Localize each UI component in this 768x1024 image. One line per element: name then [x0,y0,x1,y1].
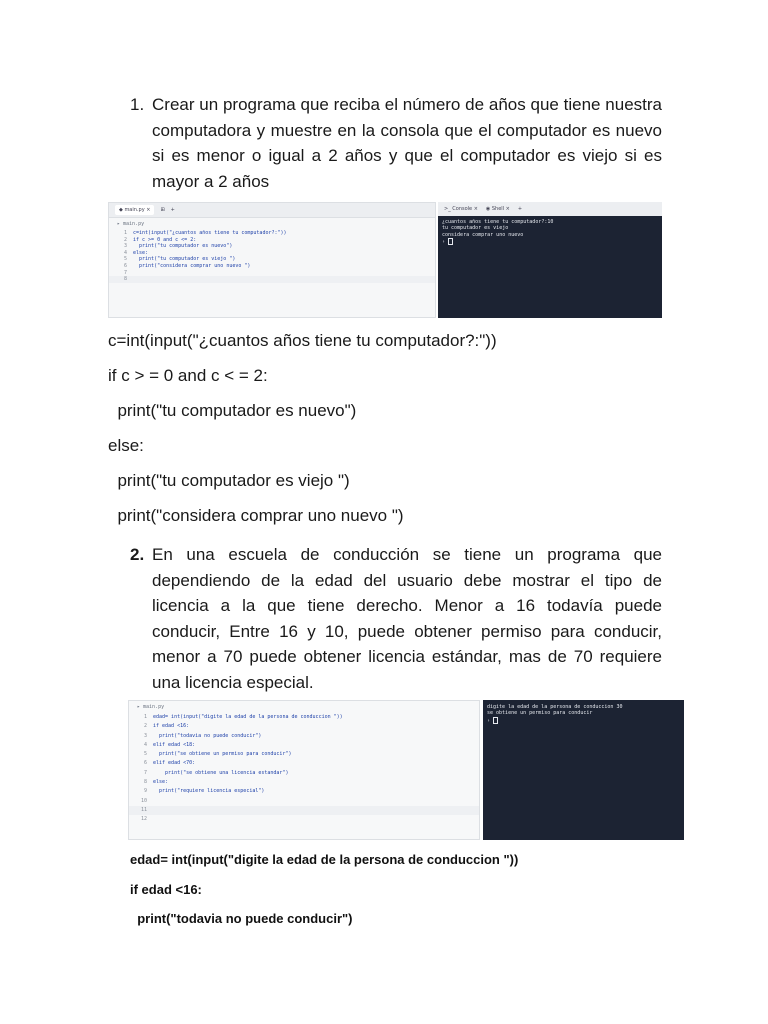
console-output-2: digite la edad de la persona de conduccion 30 se obtiene un permiso para conducir › [487,704,623,724]
editor-panel [108,202,436,318]
code-line [109,270,435,277]
code1-line-6: print("considera comprar uno nuevo ") [108,506,404,525]
code-line [109,237,435,244]
line-code: print("tu computador es viejo ") [133,256,236,263]
code1-line-2: if c > = 0 and c < = 2: [108,366,268,385]
code-line [129,750,479,759]
line-number: 3 [123,243,127,250]
question-2-text: En una escuela de conducción se tiene un programa que dependiendo de la edad del usuario debe mostrar el tipo de licencia a la que tiene derecho. Menor a 16 todavía puede conducir, Entre 16 y 10, puede obtener permiso para conducir, menor a 70 puede obtener licencia estándar, mas de 70 requiere una licencia especial. [152,545,662,692]
line-number: 8 [123,276,127,283]
code-line [129,787,479,796]
editor-tabs [109,203,435,218]
question-1-text: Crear un programa que reciba el número de años que tiene nuestra computadora y muestre en la consola que el computador es nuevo si es menor o igual a 2 años y que el computador es viejo si es mayor a 2 años [152,95,662,191]
line-number: 6 [123,262,127,269]
console-tabs [438,202,662,216]
code-line [129,759,479,768]
line-code: print("se obtiene un permiso para conducir") [153,751,292,758]
line-number: 2 [143,723,147,730]
add-console-tab-icon[interactable]: + [517,206,523,212]
prompt-icon: › [442,239,446,246]
breadcrumb: ▸ main.py [117,221,145,227]
code-line [129,806,479,815]
code1-line-4: else: [108,436,144,455]
code-line [129,778,479,787]
code1-line-1: c=int(input("¿cuantos años tiene tu computador?:")) [108,331,497,350]
code2-line-2: if edad <16: [130,882,202,897]
line-code: else: [133,249,149,256]
code2-line-3: print("todavia no puede conducir") [130,911,353,926]
line-code: if edad <16: [153,723,190,730]
editor-tab-extra[interactable]: ⊞ [160,207,165,213]
question-2-number: 2. [130,545,145,564]
screenshot-2 [128,700,684,840]
code-lines-2 [129,713,479,825]
code1-line-3: print("tu computador es nuevo") [108,401,357,420]
line-number: 11 [140,806,147,813]
line-number: 7 [123,269,127,276]
line-code: if c >= 0 and c <= 2: [133,236,197,243]
code-line [129,815,479,824]
line-number: 1 [123,230,127,236]
code-line [129,741,479,750]
console-panel [438,202,662,318]
line-number: 4 [123,249,127,256]
code-line [129,713,479,722]
editor-panel-2 [128,700,480,840]
editor-tab-main[interactable]: ◆ main.py × [115,205,154,215]
cursor-icon-2 [493,717,498,724]
shell-tab[interactable]: ◉ Shell × [485,206,510,212]
question-1-number: 1. [130,95,145,114]
code-line [109,256,435,263]
line-code: else: [153,779,169,786]
line-number: 10 [140,797,147,804]
line-code: c=int(input("¿cuantos años tiene tu computador?:")) [133,230,287,236]
line-code: print("todavia no puede conducir") [153,732,262,739]
code1-line-5: print("tu computador es viejo ") [108,471,350,490]
code-line [109,276,435,283]
line-number: 2 [123,236,127,243]
question-2 [130,542,662,695]
code-line [129,769,479,778]
prompt-icon-2: › [487,717,491,724]
code-line [129,732,479,741]
add-tab-icon[interactable]: + [170,207,175,213]
line-number: 7 [143,769,147,776]
code-lines [109,230,435,283]
code-line [109,263,435,270]
line-code: print("tu computador es nuevo") [133,243,233,250]
code-line [109,243,435,250]
line-number: 5 [123,256,127,263]
code-line [129,797,479,806]
line-code: print("requiere licencia especial") [153,788,265,795]
question-1 [130,92,662,194]
console-panel-2 [483,700,684,840]
code-line [129,722,479,731]
line-number: 3 [143,732,147,739]
code-line [109,230,435,237]
code2-line-1: edad= int(input("digite la edad de la persona de conduccion ")) [130,852,519,867]
console-output: ¿cuantos años tiene tu computador?:10 tu computador es viejo considera comprar uno nuevo › [442,219,554,246]
line-code: edad= int(input("digite la edad de la persona de conduccion ")) [153,714,343,720]
line-number: 12 [140,816,147,823]
console-tab[interactable]: >_ Console × [444,206,478,212]
line-code: elif edad <70: [153,760,196,767]
line-number: 5 [143,751,147,758]
line-number: 6 [143,760,147,767]
line-number: 8 [143,779,147,786]
cursor-icon [448,238,453,245]
line-code: print("considera comprar uno nuevo ") [133,262,251,269]
screenshot-1 [108,202,662,318]
line-number: 4 [143,741,147,748]
line-number: 9 [143,788,147,795]
breadcrumb-2: ▸ main.py [137,704,165,710]
line-code: print("se obtiene una licencia estandar") [153,769,289,776]
code-line [109,250,435,257]
line-code: elif edad <18: [153,741,196,748]
line-number: 1 [143,714,147,720]
